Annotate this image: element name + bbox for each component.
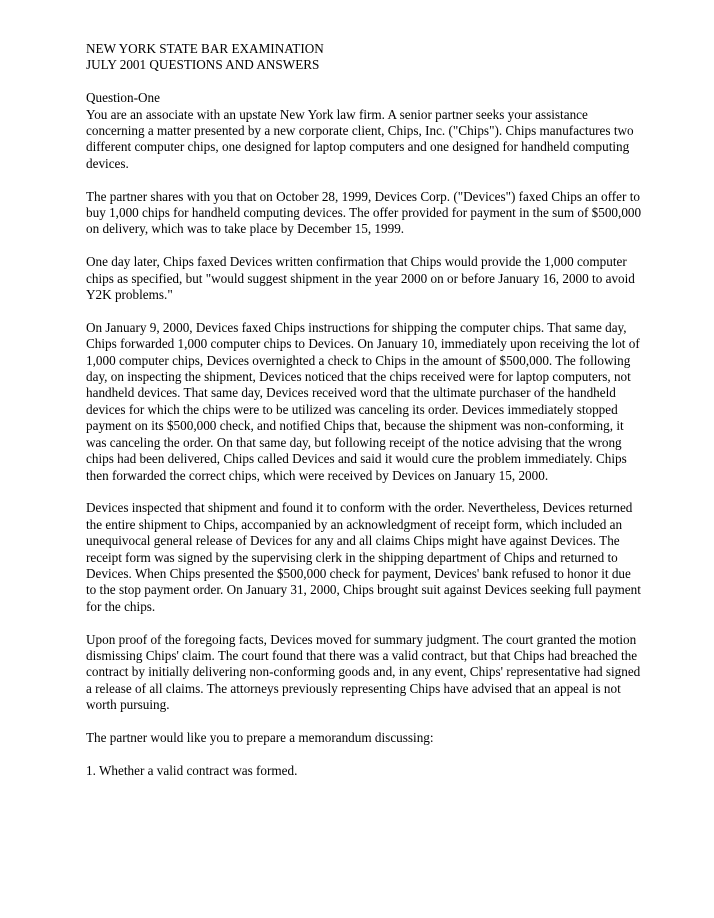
paragraph-shipment: On January 9, 2000, Devices faxed Chips instructions for shipping the computer chips. That same day, Chips forwarded 1,000 computer chips to Devices. On January 10, immediately upon receiving the lot of 1,000 computer chips, Devices overnighted a check to Chips in the amount of $500,000. The following day, on inspecting the shipment, Devices noticed that the chips received were for laptop computers, not handheld devices. That same day, Devices received word that the ultimate purchaser of the handheld devices for which the chips were to be utilized was canceling its order. Devices immediately stopped payment on its $500,000 check, and notified Chips that, because the shipment was non-conforming, it was canceling the order. On that same day, but following receipt of the notice advising that the wrong chips had been delivered, Chips called Devices and said it would cure the problem immediately. Chips then forwarded the correct chips, which were received by Devices on January 15, 2000. — [86, 319, 640, 483]
paragraph-offer: The partner shares with you that on October 28, 1999, Devices Corp. ("Devices") faxed Chips an offer to buy 1,000 chips for handheld computing devices. The offer provided for payment in the sum of $500,000 on delivery, which was to take place by December 15, 1999. — [86, 188, 642, 237]
spacer — [86, 746, 642, 762]
exam-title: NEW YORK STATE BAR EXAMINATION — [86, 41, 324, 56]
spacer — [86, 484, 642, 500]
spacer — [86, 172, 642, 188]
spacer — [86, 238, 642, 254]
exam-subtitle: JULY 2001 QUESTIONS AND ANSWERS — [86, 57, 320, 73]
document-page — [86, 41, 642, 779]
paragraph-memo-request: The partner would like you to prepare a memorandum discussing: — [86, 729, 434, 745]
paragraph-judgment: Upon proof of the foregoing facts, Devices moved for summary judgment. The court granted the motion dismissing Chips' claim. The court found that there was a valid contract, but that Chips had breached the contract by initially delivering non-conforming goods and, in any event, Chips' representative had signed a release of all claims. The attorneys previously representing Chips have advised that an appeal is not worth pursuing. — [86, 631, 641, 713]
spacer — [86, 303, 642, 319]
paragraph-intro: You are an associate with an upstate New York law firm. A senior partner seeks your assistance concerning a matter presented by a new corporate client, Chips, Inc. ("Chips"). Chips manufactures two different computer chips, one designed for laptop computers and one designed for handheld computing devices. — [86, 106, 634, 171]
spacer — [86, 74, 642, 90]
paragraph-confirmation: One day later, Chips faxed Devices written confirmation that Chips would provide the 1,000 computer chips as specified, but "would suggest shipment in the year 2000 on or before January 16, 2000 to avoid Y2K problems." — [86, 254, 635, 303]
spacer — [86, 714, 642, 730]
memo-item-1: 1. Whether a valid contract was formed. — [86, 762, 298, 778]
spacer — [86, 615, 642, 631]
paragraph-return: Devices inspected that shipment and found it to conform with the order. Nevertheless, Devices returned the entire shipment to Chips, accompanied by an acknowledgment of receipt form, which included an unequivocal general release of Devices for any and all claims Chips might have against Devices. The receipt form was signed by the supervising clerk in the shipping department of Chips and returned to Devices. When Chips presented the $500,000 check for payment, Devices' bank refused to honor it due to the stop payment order. On January 31, 2000, Chips brought suit against Devices seeking full payment for the chips. — [86, 500, 641, 614]
question-title: Question-One — [86, 90, 160, 106]
